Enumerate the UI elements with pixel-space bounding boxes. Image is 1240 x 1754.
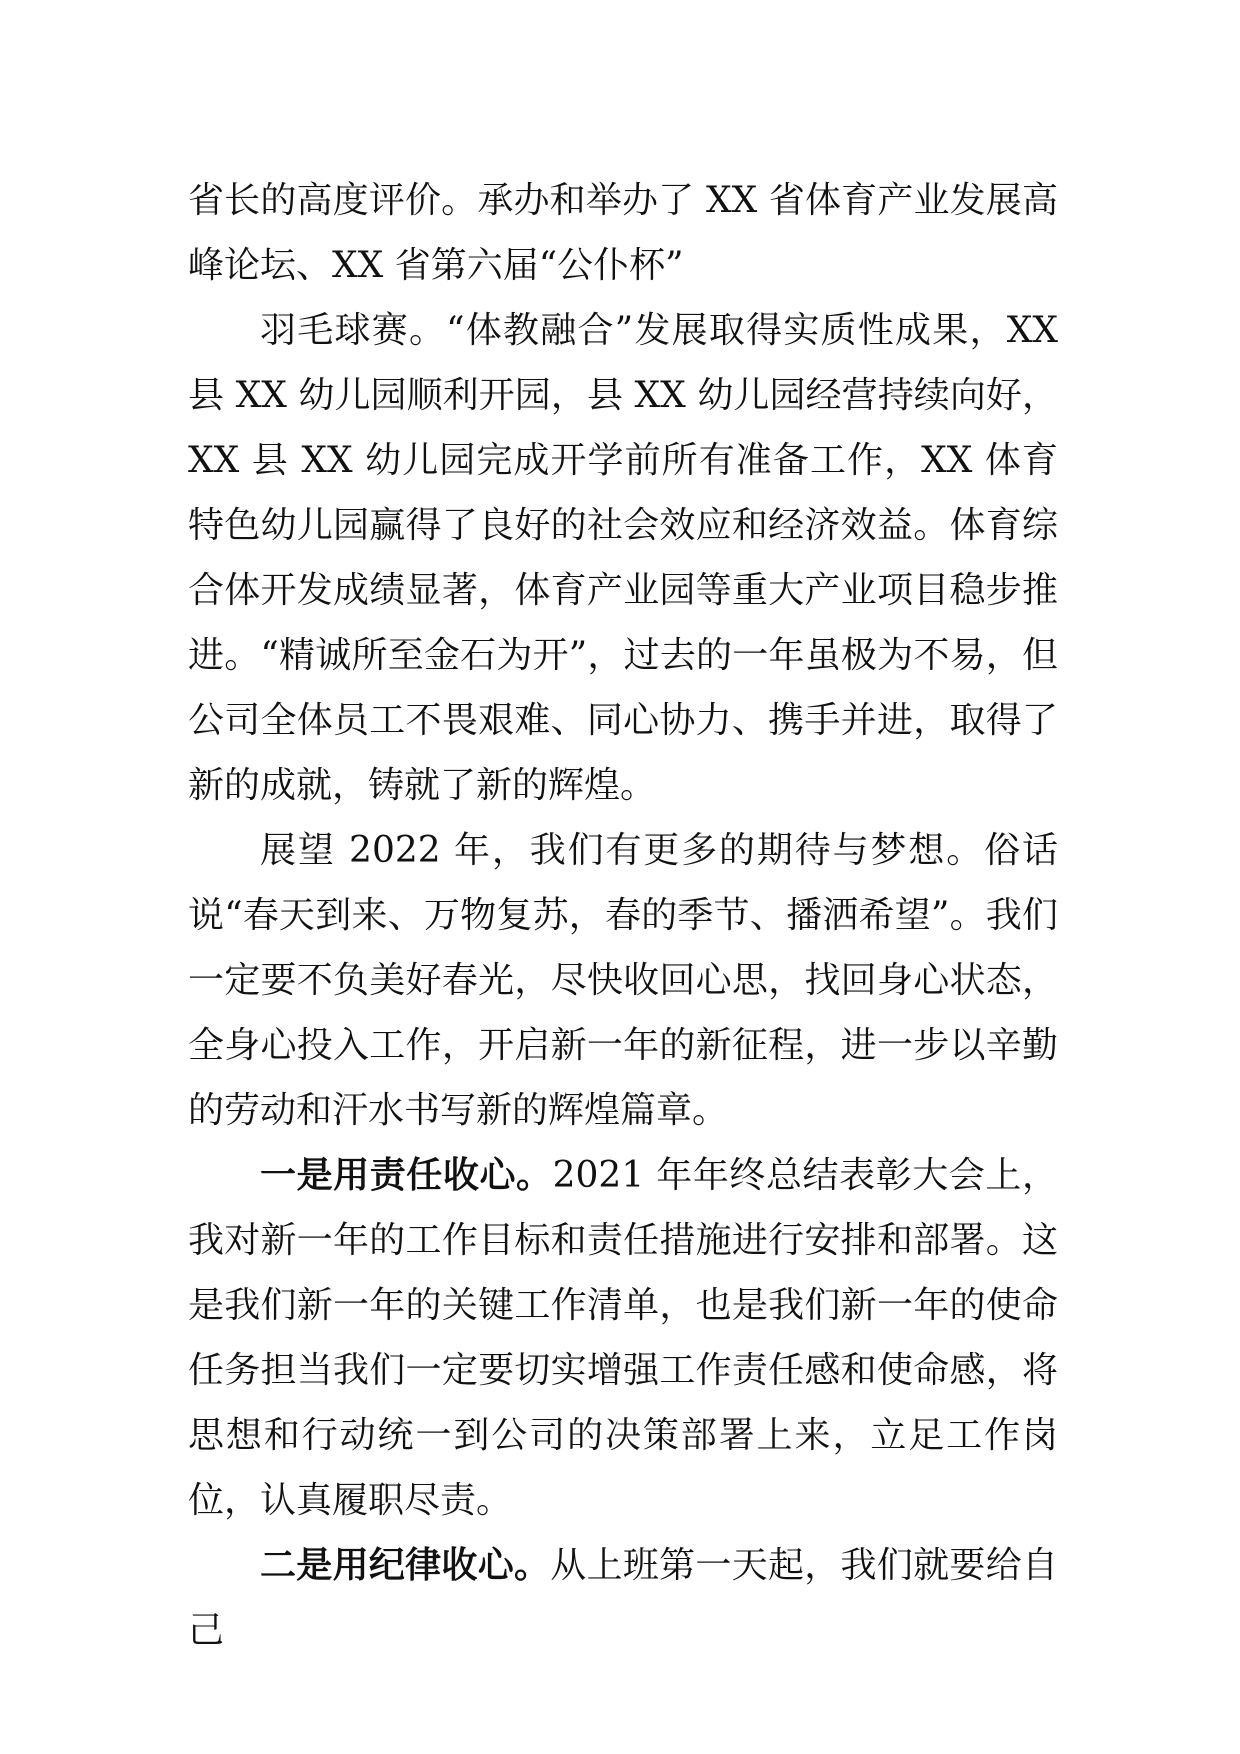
paragraph-4	[188, 1143, 1058, 1533]
paragraph-2	[188, 298, 1058, 818]
paragraph-3	[188, 818, 1058, 1143]
paragraph-1-text: 省长的高度评价。承办和举办了 XX 省体育产业发展高峰论坛、XX 省第六届“公仆杯”	[188, 180, 1058, 286]
paragraph-1	[188, 168, 1058, 298]
paragraph-5	[188, 1533, 1058, 1663]
paragraph-5-text: 从上班第一天起，我们就要给自己	[188, 1545, 1058, 1651]
paragraph-5-lead: 二是用纪律收心。	[260, 1544, 551, 1586]
paragraph-4-text: 2021 年年终总结表彰大会上，我对新一年的工作目标和责任措施进行安排和部署。这是我们新一年的关键工作清单，也是我们新一年的使命任务担当我们一定要切实增强工作责任感和使命感，将思想和行动统一到公司的决策部署上来，立足工作岗位，认真履职尽责。	[188, 1155, 1058, 1521]
paragraph-4-lead: 一是用责任收心。	[260, 1154, 553, 1196]
paragraph-3-text: 展望 2022 年，我们有更多的期待与梦想。俗话说“春天到来、万物复苏，春的季节、播洒希望”。我们一定要不负美好春光，尽快收回心思，找回身心状态，全身心投入工作，开启新一年的新征程，进一步以辛勤的劳动和汗水书写新的辉煌篇章。	[188, 830, 1058, 1131]
document-body	[188, 168, 1058, 1663]
paragraph-2-text: 羽毛球赛。“体教融合”发展取得实质性成果，XX 县 XX 幼儿园顺利开园，县 XX 幼儿园经营持续向好，XX 县 XX 幼儿园完成开学前所有准备工作，XX 体育特色幼儿园赢得了良好的社会效应和经济效益。体育综合体开发成绩显著，体育产业园等重大产业项目稳步推进。“精诚所至金石为开”，过去的一年虽极为不易，但公司全体员工不畏艰难、同心协力、携手并进，取得了新的成就，铸就了新的辉煌。	[188, 310, 1058, 806]
